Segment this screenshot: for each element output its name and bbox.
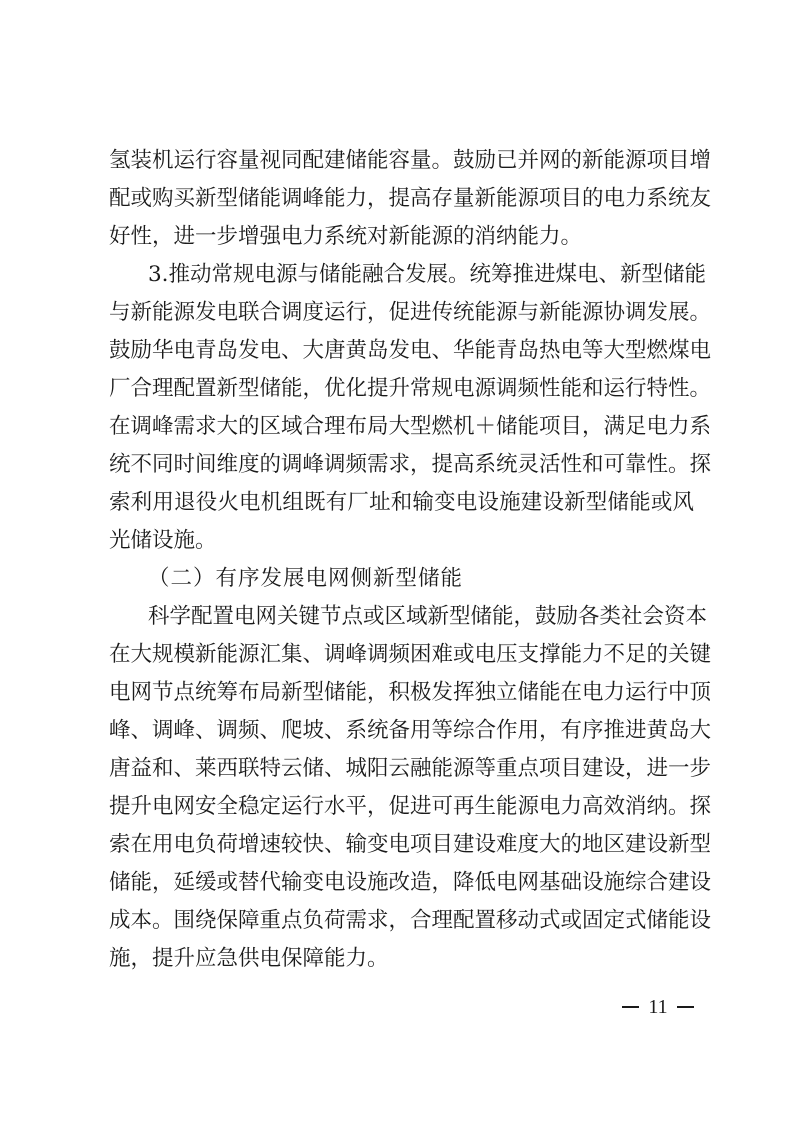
text-line: 峰、调峰、调频、爬坡、系统备用等综合作用，有序推进黄岛大 xyxy=(109,718,712,743)
text-line: 统不同时间维度的调峰调频需求，提高系统灵活性和可靠性。探 xyxy=(109,452,712,477)
text-line: 储能，延缓或替代输变电设施改造，降低电网基础设施综合建设 xyxy=(109,870,712,895)
text-line: 3.推动常规电源与储能融合发展。统筹推进煤电、新型储能 xyxy=(148,262,707,287)
page-number xyxy=(622,992,694,1022)
page-number-value: 11 xyxy=(648,995,668,1018)
text-line: 施，提升应急供电保障能力。 xyxy=(109,946,389,971)
text-line: 厂合理配置新型储能，优化提升常规电源调频性能和运行特性。 xyxy=(109,376,712,401)
text-line: 配或购买新型储能调峰能力，提高存量新能源项目的电力系统友 xyxy=(109,186,712,211)
page-number-dash-left xyxy=(622,1006,639,1008)
text-line: 好性，进一步增强电力系统对新能源的消纳能力。 xyxy=(109,224,583,249)
text-line: 唐益和、莱西联特云储、城阳云融能源等重点项目建设，进一步 xyxy=(109,756,712,781)
text-line: 提升电网安全稳定运行水平，促进可再生能源电力高效消纳。探 xyxy=(109,794,712,819)
text-line: 索利用退役火电机组既有厂址和输变电设施建设新型储能或风 xyxy=(109,490,694,515)
text-line: 在调峰需求大的区域合理布局大型燃机＋储能项目，满足电力系 xyxy=(109,414,712,439)
page-number-dash-right xyxy=(677,1006,694,1008)
text-line: 在大规模新能源汇集、调峰调频困难或电压支撑能力不足的关键 xyxy=(109,642,712,667)
text-line: 光储设施。 xyxy=(109,528,217,553)
section-heading: （二）有序发展电网侧新型储能 xyxy=(148,566,464,591)
text-line: 科学配置电网关键节点或区域新型储能，鼓励各类社会资本 xyxy=(148,604,708,629)
text-line: 电网节点统筹布局新型储能，积极发挥独立储能在电力运行中顶 xyxy=(109,680,712,705)
text-line: 成本。围绕保障重点负荷需求，合理配置移动式或固定式储能设 xyxy=(109,908,712,933)
text-line: 鼓励华电青岛发电、大唐黄岛发电、华能青岛热电等大型燃煤电 xyxy=(109,338,712,363)
text-line: 与新能源发电联合调度运行，促进传统能源与新能源协调发展。 xyxy=(109,300,712,325)
text-line: 索在用电负荷增速较快、输变电项目建设难度大的地区建设新型 xyxy=(109,832,712,857)
text-line: 氢装机运行容量视同配建储能容量。鼓励已并网的新能源项目增 xyxy=(109,148,712,173)
